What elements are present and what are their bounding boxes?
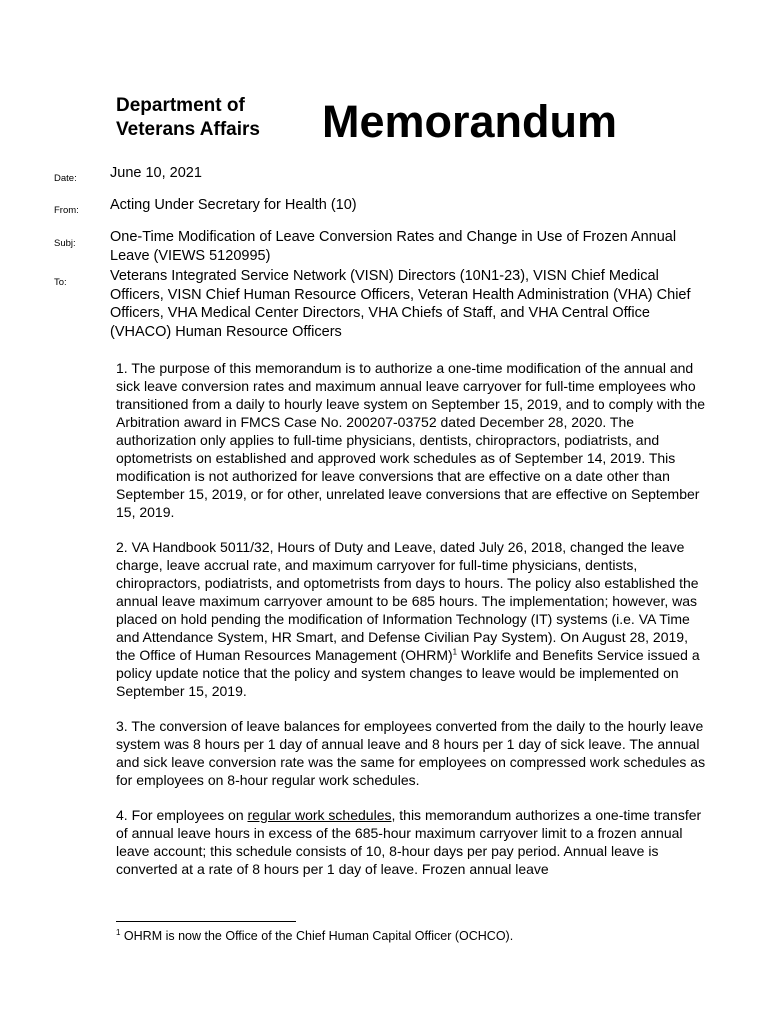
department-line-2: Veterans Affairs — [116, 119, 260, 140]
paragraph-4 — [116, 806, 706, 878]
from-label: From: — [54, 205, 79, 216]
footnote-mark: 1 — [116, 927, 121, 937]
subject-label: Subj: — [54, 238, 76, 249]
paragraph-1: 1. The purpose of this memorandum is to authorize a one-time modification of the annual and sick leave conversion rates and maximum annual leave carryover for full-time employees who transitioned from a daily to hourly leave system on September 15, 2019, and to comply with the Arbitration award in FMCS Case No. 200207-03752 dated December 28, 2020. The authorization only applies to full-time physicians, dentists, chiropractors, podiatrists, and optometrists on established and approved work schedules as of September 14, 2019. This modification is not authorized for leave conversions that are effective on a date other than September 15, 2019, or for other, unrelated leave conversions that are effective on September 15, 2019. — [116, 360, 706, 520]
footnote-divider — [116, 921, 296, 922]
footnote — [116, 928, 513, 944]
from-value: Acting Under Secretary for Health (10) — [110, 197, 357, 213]
department-line-1: Department of — [116, 95, 245, 116]
date-label: Date: — [54, 173, 77, 184]
to-label: To: — [54, 277, 67, 288]
paragraph-2-text-b: Worklife and Benefits Service issued a policy update notice that the policy and system changes to leave would be implemented on September 15, 2019. — [116, 647, 700, 699]
paragraph-4-text-b: , this memorandum authorizes a one-time transfer of annual leave hours in excess of the 685-hour maximum carryover limit to a frozen annual leave account; this schedule consists of 10, 8-hour days per pay period. Annual leave is converted at a rate of 8 hours per 1 day of leave. Frozen annual leave — [116, 807, 702, 877]
subject-value: One-Time Modification of Leave Conversion Rates and Change in Use of Frozen Annual Leave (VIEWS 5120995) — [110, 229, 677, 264]
department-name — [116, 94, 260, 142]
paragraph-2 — [116, 538, 706, 700]
footnote-text: OHRM is now the Office of the Chief Human Capital Officer (OCHCO). — [120, 929, 514, 943]
date-value: June 10, 2021 — [110, 165, 202, 181]
memo-title: Memorandum — [322, 96, 618, 147]
memo-body — [116, 359, 706, 895]
paragraph-4-text-a: 4. For employees on — [116, 807, 248, 823]
to-value: Veterans Integrated Service Network (VISN) Directors (10N1-23), VISN Chief Medical Officers, VISN Chief Human Resource Officers, Veteran Health Administration (VHA) Chief Officers, VHA Medical Center Directors, VHA Chiefs of Staff, and VHA Central Office (VHACO) Human Resource Officers — [110, 268, 691, 340]
footnote-reference: 1 — [452, 647, 458, 657]
paragraph-2-text-a: 2. VA Handbook 5011/32, Hours of Duty and Leave, dated July 26, 2018, changed the leave charge, leave accrual rate, and maximum carryover for full-time physicians, dentists, chiropractors, podiatrists, and optometrists from days to hours. The policy also established the annual leave maximum carryover amount to be 685 hours. The implementation; however, was placed on hold pending the modification of Information Technology (IT) systems (i.e. VA Time and Attendance System, HR Smart, and Defense Civilian Pay System). On August 28, 2019, the Office of Human Resources Management (OHRM) — [116, 539, 699, 663]
regular-work-schedules-underlined: regular work schedules — [247, 807, 392, 823]
paragraph-3: 3. The conversion of leave balances for employees converted from the daily to the hourly leave system was 8 hours per 1 day of annual leave and 8 hours per 1 day of sick leave. The annual and sick leave conversion rate was the same for employees on compressed work schedules as for employees on 8-hour regular work schedules. — [116, 718, 706, 788]
